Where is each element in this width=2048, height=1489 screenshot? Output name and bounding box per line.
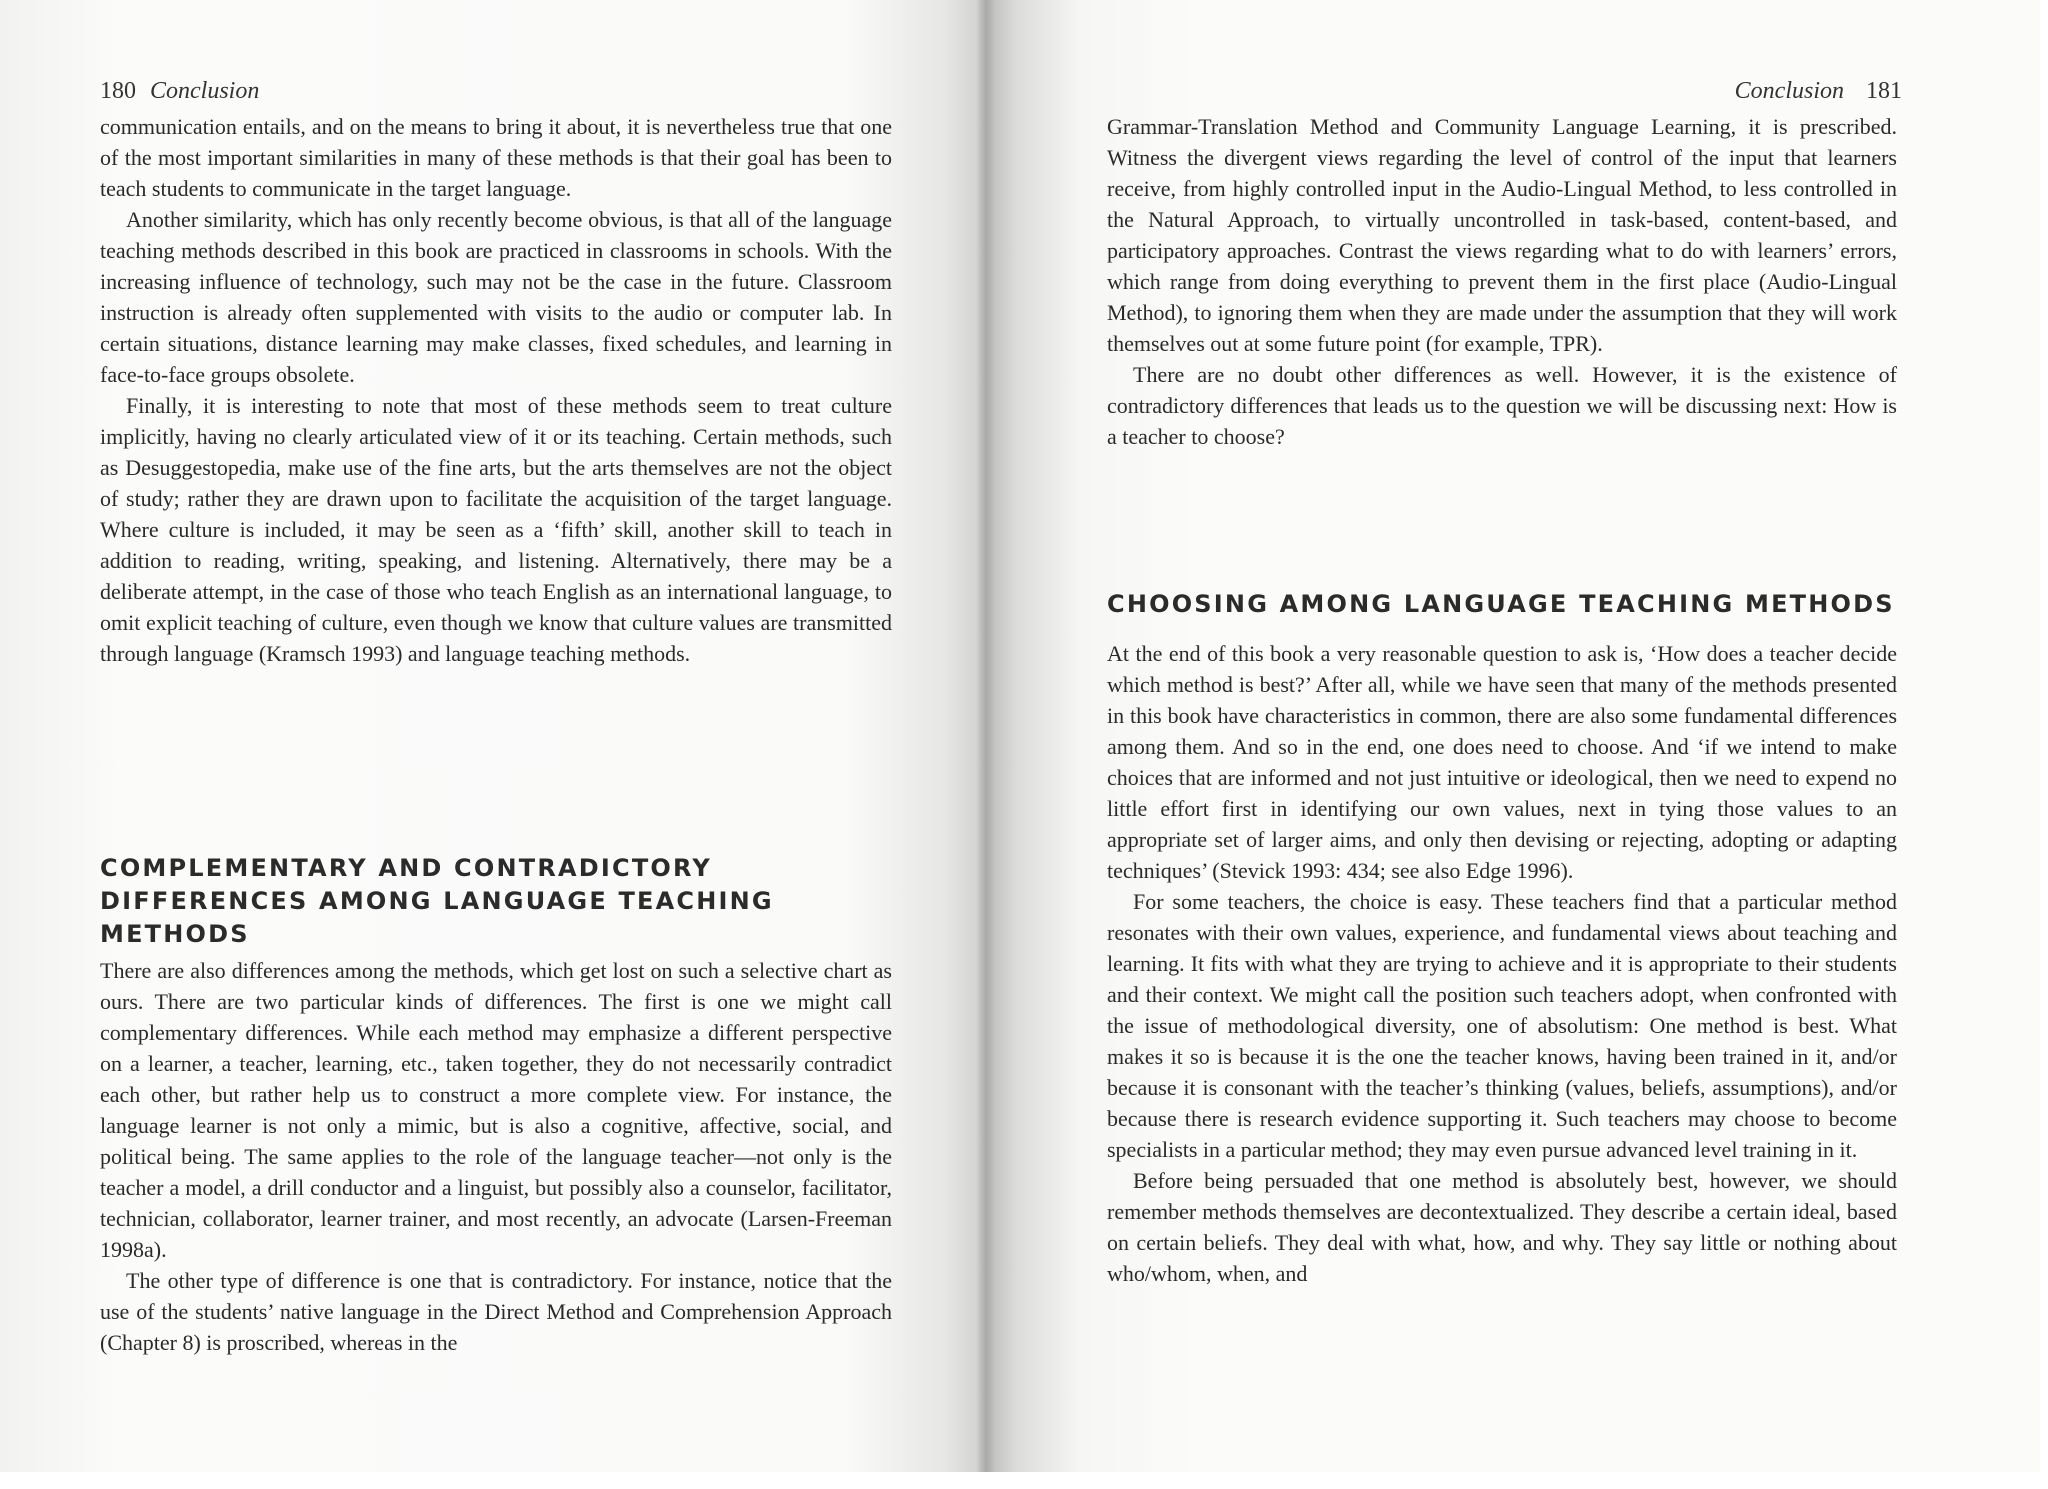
paragraph: Before being persuaded that one method is absolutely best, however, we should remember methods themselves are decontextualized. They describe a certain ideal, based on certain beliefs. They deal with what, how, and why. They say little or nothing about who/whom, when, and bbox=[1107, 1168, 1897, 1286]
left-page-number: 180 bbox=[100, 78, 136, 104]
paragraph: There are no doubt other differences as well. However, it is the existence of contradictory differences that leads us to the question we will be discussing next: How is a teacher to choose? bbox=[1107, 362, 1897, 449]
paragraph: The other type of difference is one that is contradictory. For instance, notice that the use of the students’ native language in the Direct Method and Comprehension Approach (Chapter 8) is proscribed, whereas in the bbox=[100, 1268, 892, 1355]
paragraph: communication entails, and on the means to bring it about, it is nevertheless true that one of the most important similarities in many of these methods is that their goal has been to teach students to communicate in the target language. bbox=[100, 114, 892, 201]
scan-bottom-edge bbox=[0, 1472, 2048, 1489]
paragraph: Grammar-Translation Method and Community Language Learning, it is prescribed. Witness the divergent views regarding the level of control of the input that learners receive, from highly controlled input in the Audio-Lingual Method, to less controlled in the Natural Approach, to virtually uncontrolled in task-based, content-based, and participatory approaches. Contrast the views regarding what to do with learners’ errors, which range from doing everything to prevent them in the first place (Audio-Lingual Method), to ignoring them when they are made under the assumption that they will work themselves out at some future point (for example, TPR). bbox=[1107, 114, 1897, 356]
paragraph: At the end of this book a very reasonable question to ask is, ‘How does a teacher decide which method is best?’ After all, while we have seen that many of the methods presented in this book have characteristics in common, there are also some fundamental differences among them. And so in the end, one does need to choose. And ‘if we intend to make choices that are informed and not just intuitive or ideological, then we need to expend no little effort first in identifying our own values, next in tying those values to an appropriate set of larger aims, and only then devising or rejecting, adopting or adapting techniques’ (Stevick 1993: 434; see also Edge 1996). bbox=[1107, 641, 1897, 883]
right-page-number: 181 bbox=[1866, 78, 1902, 104]
section-heading-choosing: CHOOSING AMONG LANGUAGE TEACHING METHODS bbox=[1107, 590, 1895, 618]
right-running-title: Conclusion bbox=[1734, 78, 1844, 104]
paragraph: Another similarity, which has only recently become obvious, is that all of the language teaching methods described in this book are practiced in classrooms in schools. With the increasing influence of technology, such may not be the case in the future. Classroom instruction is already often supplemented with visits to the audio or computer lab. In certain situations, distance learning may make classes, fixed schedules, and learning in face-to-face groups obsolete. bbox=[100, 207, 892, 387]
left-page bbox=[0, 0, 985, 1489]
section-heading-complementary: COMPLEMENTARY AND CONTRADICTORY DIFFERENCES AMONG LANGUAGE TEACHING METHODS bbox=[100, 854, 774, 948]
book-gutter bbox=[975, 0, 997, 1489]
right-bottom-text bbox=[1107, 638, 1897, 1289]
paragraph: Finally, it is interesting to note that most of these methods seem to treat culture implicitly, having no clearly articulated view of it or its teaching. Certain methods, such as Desuggestopedia, make use of the fine arts, but the arts themselves are not the object of study; rather they are drawn upon to facilitate the acquisition of the target language. Where culture is included, it may be seen as a ‘fifth’ skill, another skill to teach in addition to reading, writing, speaking, and listening. Alternatively, there may be a deliberate attempt, in the case of those who teach English as an international language, to omit explicit teaching of culture, even though we know that culture values are transmitted through language (Kramsch 1993) and language teaching methods. bbox=[100, 393, 892, 666]
paragraph: There are also differences among the methods, which get lost on such a selective chart as ours. There are two particular kinds of differences. The first is one we might call complementary differences. While each method may emphasize a different perspective on a learner, a teacher, learning, etc., taken together, they do not necessarily contradict each other, but rather help us to construct a more complete view. For instance, the language learner is not only a mimic, but is also a cognitive, affective, social, and political being. The same applies to the role of the language teacher—not only is the teacher a model, a drill conductor and a linguist, but possibly also a counselor, facilitator, technician, collaborator, learner trainer, and most recently, an advocate (Larsen-Freeman 1998a). bbox=[100, 958, 892, 1262]
left-bottom-text bbox=[100, 955, 892, 1358]
left-running-head bbox=[100, 76, 259, 106]
paragraph: For some teachers, the choice is easy. These teachers find that a particular method resonates with their own values, experience, and fundamental views about teaching and learning. It fits with what they are trying to achieve and it is appropriate to their students and their context. We might call the position such teachers adopt, when confronted with the issue of methodological diversity, one of absolutism: One method is best. What makes it so is because it is the one the teacher knows, having been trained in it, and/or because it is consonant with the teacher’s thinking (values, beliefs, assumptions), and/or because there is research evidence supporting it. Such teachers may choose to become specialists in a particular method; they may even pursue advanced level training in it. bbox=[1107, 889, 1897, 1162]
right-running-head bbox=[1735, 76, 1902, 106]
left-top-text bbox=[100, 111, 892, 669]
left-running-title: Conclusion bbox=[150, 78, 260, 104]
right-top-text bbox=[1107, 111, 1897, 452]
